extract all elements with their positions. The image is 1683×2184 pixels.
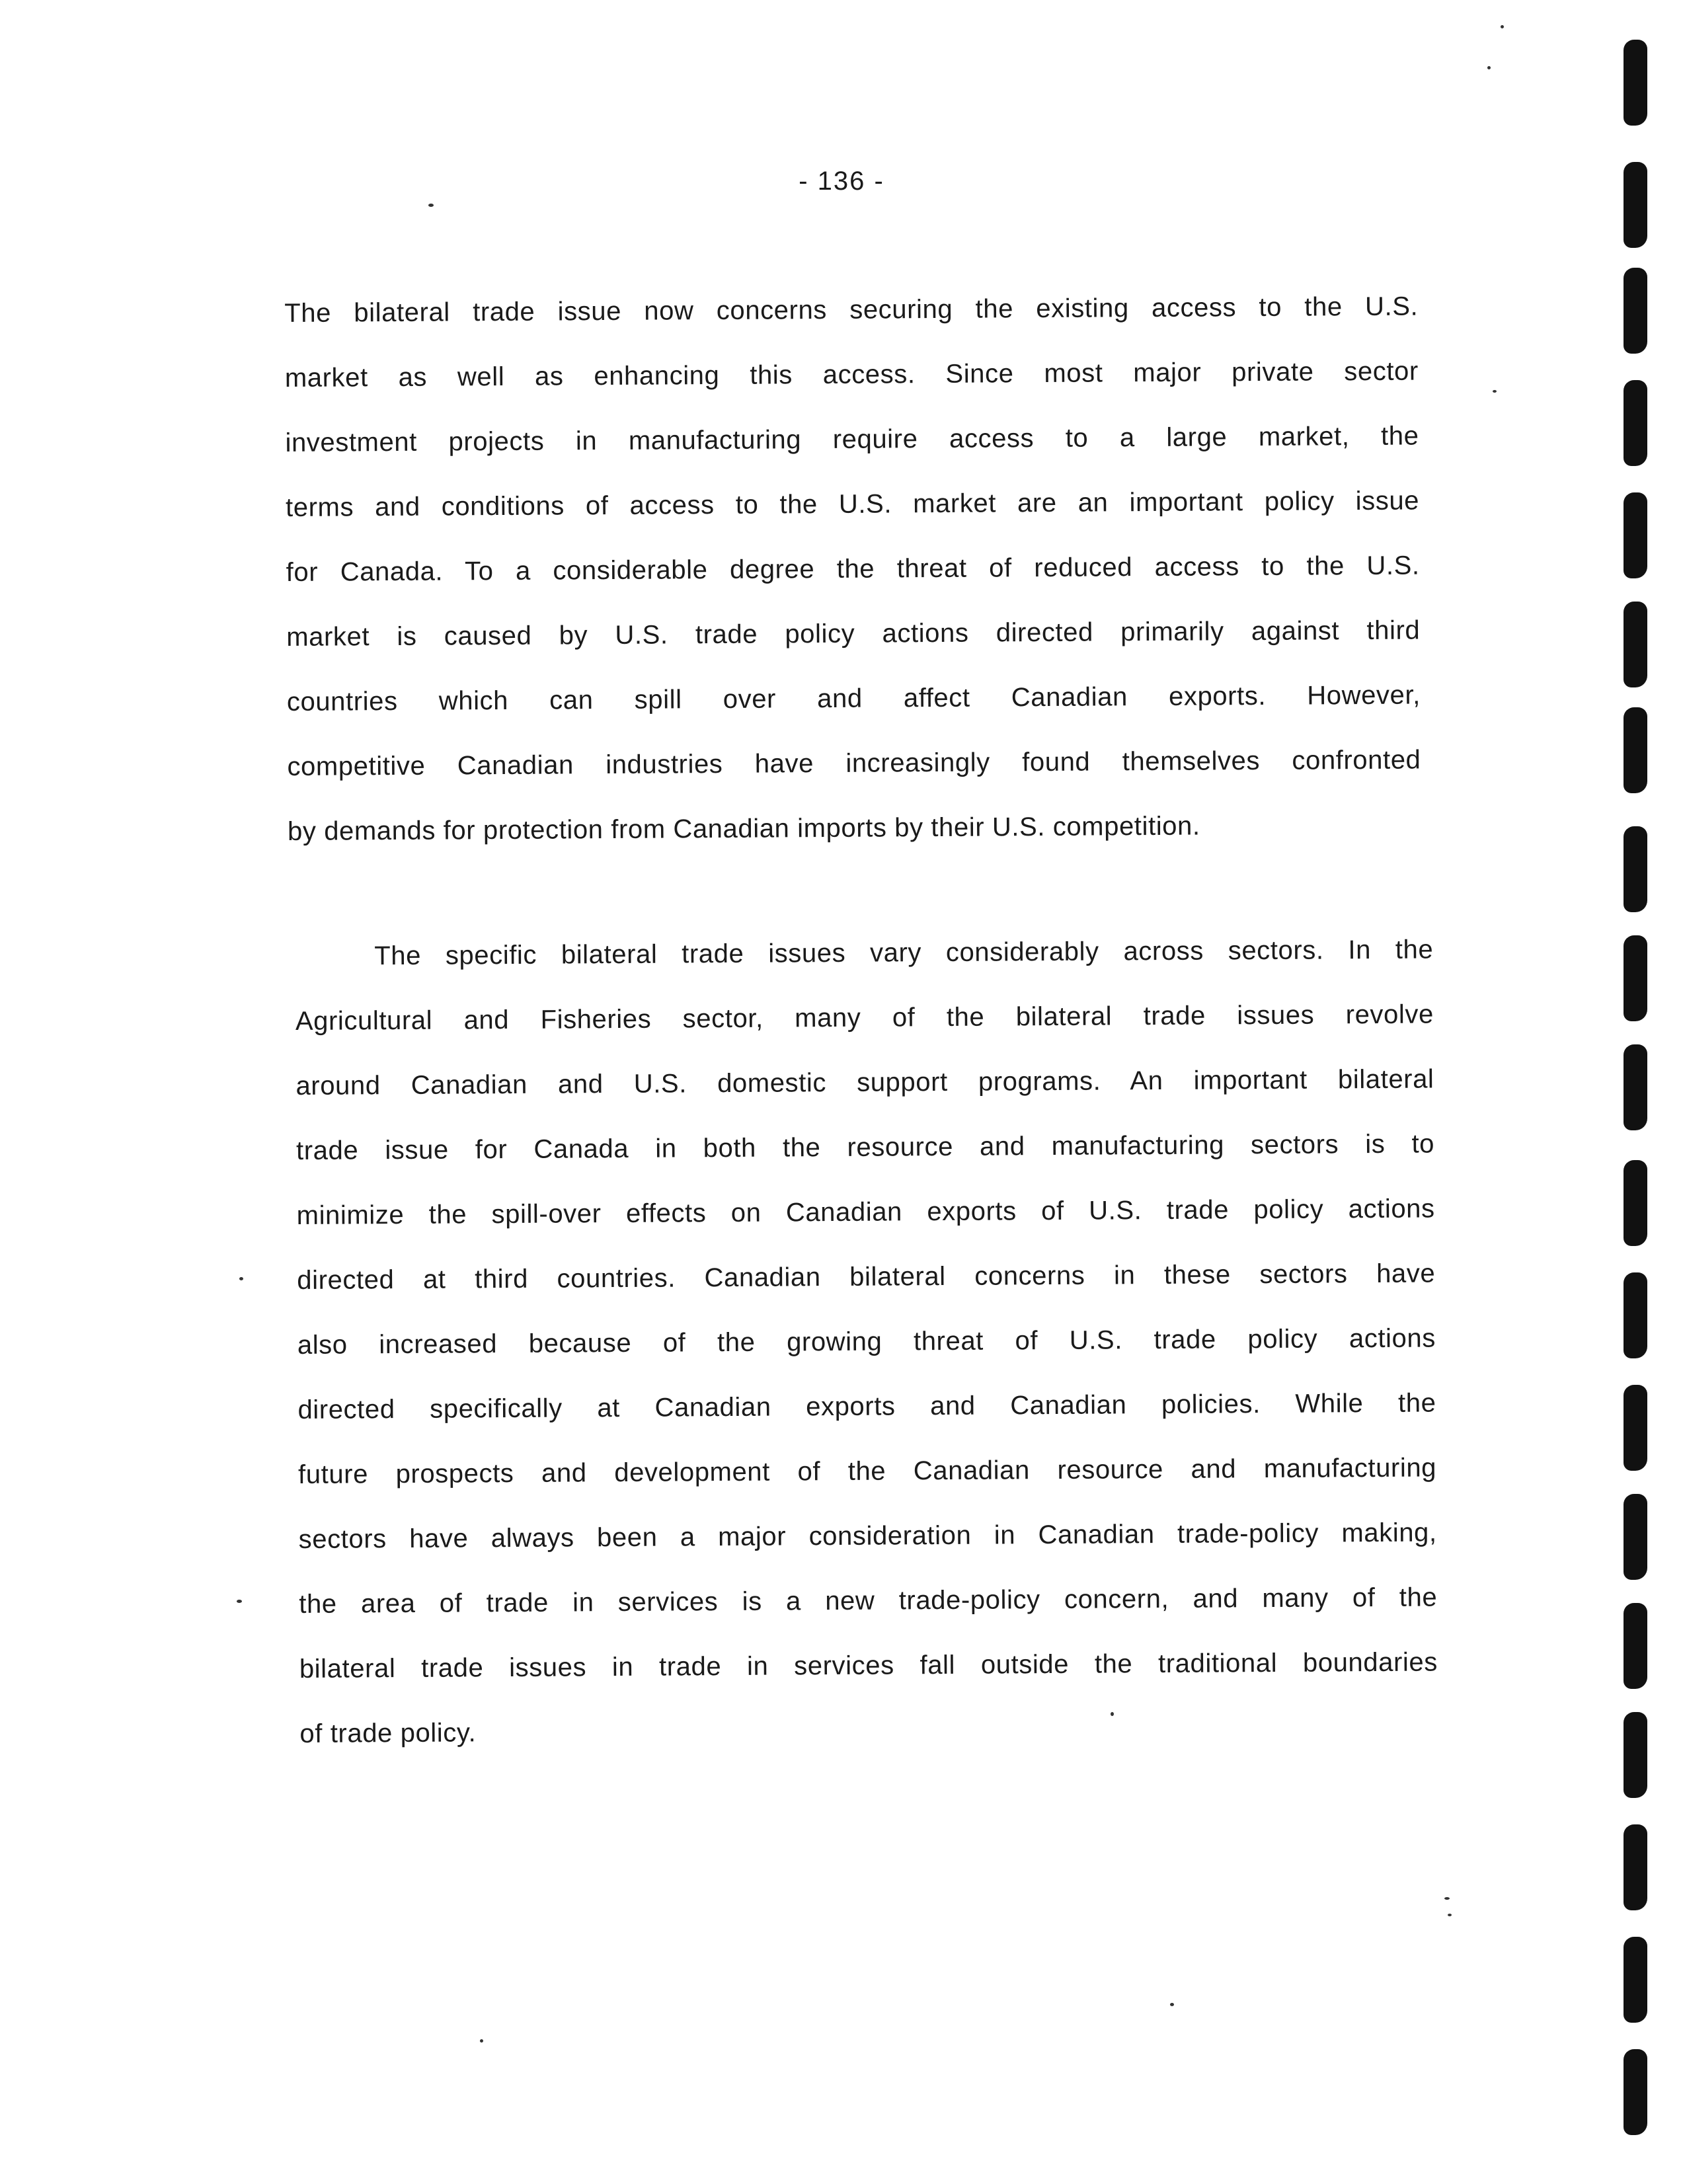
text-line: around Canadian and U.S. domestic support programs. An important bilateral bbox=[295, 1064, 1434, 1101]
text-line: sectors have always been a major consideration in Canadian trade-policy making, bbox=[298, 1518, 1437, 1554]
text-line: for Canada. To a considerable degree the threat of reduced access to the U.S. bbox=[286, 551, 1420, 587]
page-number: - 136 - bbox=[799, 167, 884, 196]
binding-holes bbox=[1590, 0, 1683, 2184]
text-line: bilateral trade issues in trade in services fall outside the traditional boundaries bbox=[299, 1647, 1438, 1684]
text-line: The specific bilateral trade issues vary considerably across sectors. In the bbox=[374, 935, 1434, 971]
binding-hole bbox=[1624, 707, 1647, 793]
binding-hole bbox=[1624, 1385, 1647, 1471]
binding-hole bbox=[1624, 2049, 1647, 2135]
binding-hole bbox=[1624, 935, 1647, 1021]
text-line: competitive Canadian industries have increasingly found themselves confronted bbox=[287, 745, 1421, 781]
binding-hole bbox=[1624, 1824, 1647, 1910]
text-line: Agricultural and Fisheries sector, many of the bilateral trade issues revolve bbox=[295, 999, 1434, 1036]
text-line: of trade policy. bbox=[299, 1718, 477, 1748]
text-line: by demands for protection from Canadian imports by their U.S. competition. bbox=[287, 811, 1200, 846]
text-line: The bilateral trade issue now concerns securing the existing access to the U.S. bbox=[284, 292, 1419, 328]
text-line: market as well as enhancing this access. Since most major private sector bbox=[284, 356, 1419, 393]
text-line: terms and conditions of access to the U.S. market are an important policy issue bbox=[285, 486, 1420, 522]
text-line: minimize the spill-over effects on Canadian exports of U.S. trade policy actions bbox=[296, 1194, 1435, 1230]
scan-speck bbox=[480, 2039, 483, 2043]
binding-hole bbox=[1624, 380, 1647, 466]
scan-speck bbox=[1501, 25, 1504, 28]
binding-hole bbox=[1624, 1937, 1647, 2023]
text-line: market is caused by U.S. trade policy actions directed primarily against third bbox=[286, 615, 1421, 652]
binding-hole bbox=[1624, 268, 1647, 354]
binding-hole bbox=[1624, 1272, 1647, 1358]
scan-speck bbox=[428, 204, 434, 207]
binding-hole bbox=[1624, 602, 1647, 687]
text-line: investment projects in manufacturing require access to a large market, the bbox=[285, 421, 1419, 457]
text-line: trade issue for Canada in both the resource and manufacturing sectors is to bbox=[295, 1129, 1435, 1165]
text-line: directed specifically at Canadian exports and Canadian policies. While the bbox=[297, 1388, 1436, 1424]
binding-hole bbox=[1624, 1712, 1647, 1798]
binding-hole bbox=[1624, 162, 1647, 248]
scan-speck bbox=[237, 1600, 242, 1603]
scan-speck bbox=[1444, 1897, 1450, 1900]
text-line: countries which can spill over and affect Canadian exports. However, bbox=[286, 680, 1421, 717]
binding-hole bbox=[1624, 1044, 1647, 1130]
scan-speck bbox=[1170, 2003, 1174, 2006]
binding-hole bbox=[1624, 40, 1647, 126]
binding-hole bbox=[1624, 1494, 1647, 1580]
text-line: directed at third countries. Canadian bilateral concerns in these sectors have bbox=[297, 1259, 1436, 1295]
scan-speck bbox=[1111, 1712, 1114, 1716]
text-line: also increased because of the growing threat of U.S. trade policy actions bbox=[297, 1323, 1436, 1360]
text-line: the area of trade in services is a new trade-policy concern, and many of the bbox=[299, 1582, 1438, 1619]
paragraph-1 bbox=[284, 274, 1421, 864]
binding-hole bbox=[1624, 1160, 1647, 1246]
binding-hole bbox=[1624, 492, 1647, 578]
paragraph-2 bbox=[295, 917, 1438, 1766]
scan-speck bbox=[1448, 1914, 1452, 1916]
binding-hole bbox=[1624, 1603, 1647, 1689]
scan-speck bbox=[1493, 390, 1497, 393]
scan-speck bbox=[239, 1277, 243, 1280]
binding-hole bbox=[1624, 826, 1647, 912]
scan-speck bbox=[1487, 66, 1491, 69]
text-line: future prospects and development of the Canadian resource and manufacturing bbox=[297, 1453, 1437, 1489]
